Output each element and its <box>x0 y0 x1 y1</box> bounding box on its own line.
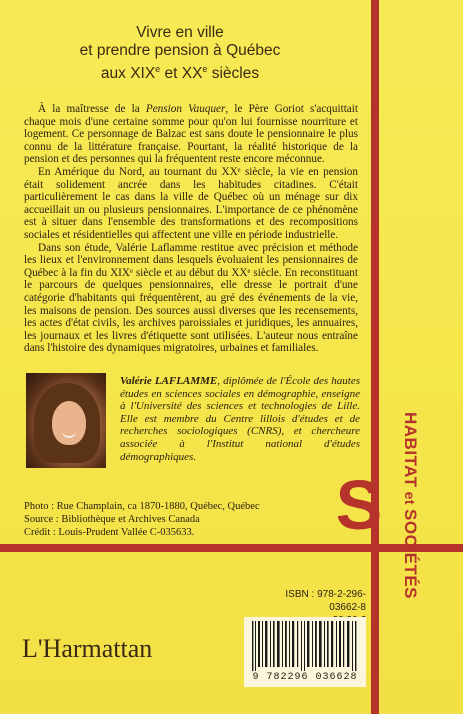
credit-source: Source : Bibliothèque et Archives Canada <box>24 514 200 525</box>
collection-word-2: SOCIÉTÉS <box>401 509 420 599</box>
book-reference: Pension Vauquer <box>145 103 226 115</box>
book-title <box>40 24 320 83</box>
author-description: , diplômée de l'École des hautes études en sciences sociales en démographie, enseigne à l'Université des sciences et technologies de Lille. Elle est membre du Centre lillois d'études et de recherches sociologiques (CNRS), et chercheure associée à l'Institut national d'études démographiques. <box>120 375 361 463</box>
author-photo <box>26 373 106 468</box>
vertical-rule <box>371 0 379 714</box>
collection-connector: et <box>402 491 418 506</box>
collection-name <box>398 412 422 652</box>
blurb-paragraph-2: En Amérique du Nord, au tournant du XXᵉ siècle, la vie en pension était solidement ancrée dans les habitudes citadines. C'était particulièrement le cas dans la ville de Québec où un ménage sur dix accueillait un ou plusieurs pensionnaires. L'importance de ce phénomène est à situer dans l'ensemble des transformations et des recompositions sociales et résidentielles qui affectent une ville en période industrielle. <box>24 165 358 241</box>
author-bio <box>120 375 360 463</box>
horizontal-rule <box>0 544 463 552</box>
author-name: Valérie LAFLAMME <box>120 375 218 387</box>
title-line-1: Vivre en ville <box>136 24 224 41</box>
publisher-logo: L'Harmattan <box>22 634 153 663</box>
credit-credit: Crédit : Louis-Prudent Vallée C-035633. <box>24 527 195 538</box>
barcode-bars <box>250 621 360 671</box>
isbn: ISBN : 978-2-296-03662-8 <box>285 589 366 613</box>
collection-letter: S <box>335 466 383 544</box>
collection-word-1: HABITAT <box>401 412 420 488</box>
barcode <box>244 617 366 687</box>
blurb <box>24 103 358 355</box>
blurb-paragraph-1: À la maîtresse de la Pension Vauquer, le Père Goriot s'acquittait chaque mois d'une certaine somme pour qu'on lui fournisse nourriture et logement. Ce personnage de Balzac est sans doute le pensionnaire le plus connu de la littérature française. Pourtant, la réalité historique de la pension et des personnes qui la fréquentent reste encore méconnue. <box>24 103 358 166</box>
title-line-2: et prendre pension à Québec <box>79 42 281 59</box>
title-line-3: aux XIXe et XXe siècles <box>100 64 260 83</box>
photo-credits <box>24 500 324 539</box>
blurb-paragraph-3: Dans son étude, Valérie Laflamme restitue avec précision et méthode les lieux et l'environnement dans lesquels évoluaient les pensionnaires de Québec à la fin du XIXᵉ siècle et au début du XXᵉ siècle. En reconstituant le parcours de quelques pensionnaires, elle dresse le portrait d'une catégorie d'habitants qui fréquentèrent, au gré des événements de la vie, les maisons de pension. Des sources aussi diverses que les recensements, les actes d'état civils, les archives paroissiales et juridiques, les annuaires, les journaux et les livres d'étiquette sont utilisées. L'auteur nous entraîne dans l'histoire des dynamiques migratoires, urbaines et familiales. <box>24 241 358 355</box>
credit-photo: Photo : Rue Champlain, ca 1870-1880, Québec, Québec <box>24 501 260 512</box>
barcode-number: 9 782296 036628 <box>252 672 358 683</box>
